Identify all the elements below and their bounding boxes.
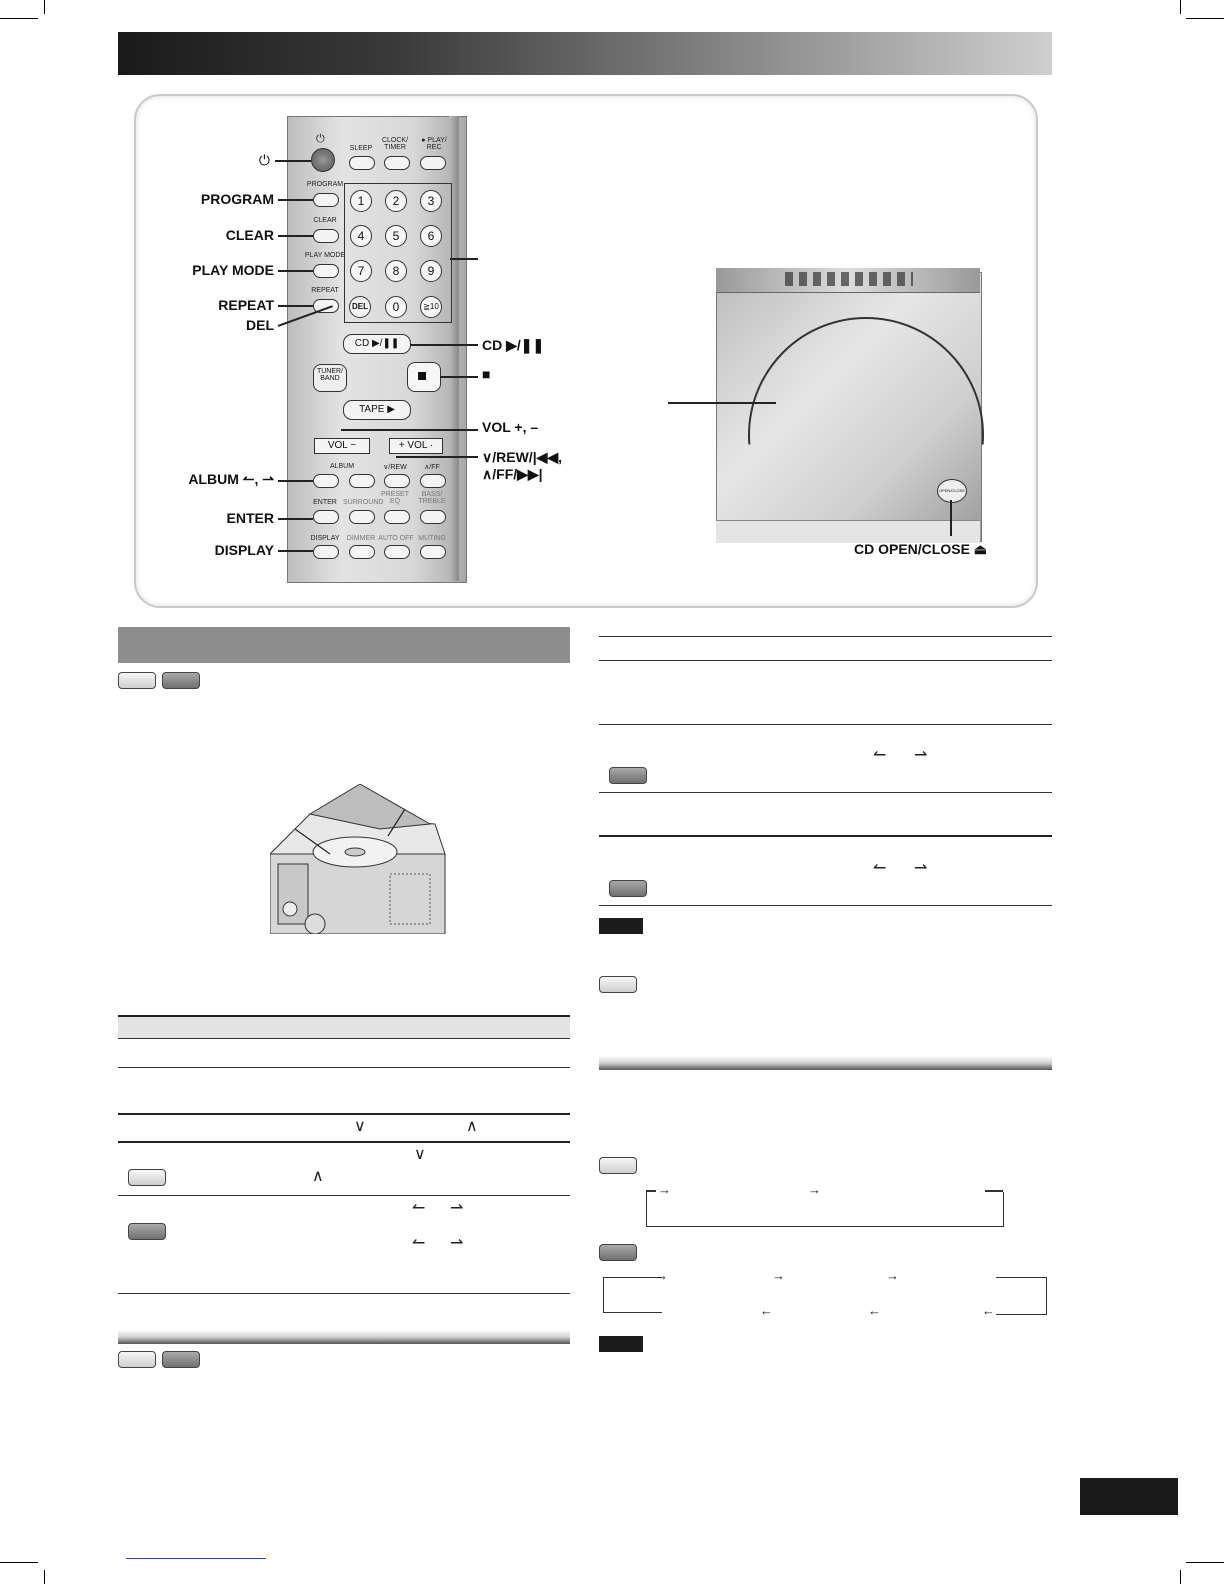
table-rule: [599, 724, 1052, 725]
play-mode-button-label: PLAY MODE: [304, 252, 346, 259]
power-icon: ⏻: [316, 133, 325, 145]
flow-arrow-right: →: [772, 1268, 785, 1283]
table-rule: [118, 1038, 570, 1039]
callout-line: [278, 235, 313, 237]
format-badge-light: [128, 1169, 166, 1186]
stop-icon: [418, 372, 426, 380]
callout-play-mode: PLAY MODE: [192, 262, 274, 278]
muting-button[interactable]: [420, 545, 446, 559]
crop-mark: [1186, 18, 1224, 19]
rew-button[interactable]: [384, 474, 410, 488]
crop-mark: [0, 18, 38, 19]
cd-play-button[interactable]: CD ▶/❚❚: [343, 334, 411, 354]
callout-line: [278, 550, 313, 552]
format-badge-dark: [599, 1244, 637, 1261]
tuner-band-button[interactable]: TUNER/ BAND: [313, 364, 347, 392]
dimmer-label: DIMMER: [346, 535, 376, 542]
format-badge-light: [118, 672, 156, 689]
callout-clear: CLEAR: [225, 227, 274, 243]
open-close-button[interactable]: OPEN/CLOSE: [937, 479, 967, 503]
number-key[interactable]: 5: [385, 225, 407, 247]
preset-eq-label: PRESET EQ: [380, 491, 409, 505]
callout-del: DEL: [246, 317, 274, 333]
number-key[interactable]: 3: [420, 190, 442, 212]
callout-rew-ff-1: ∨/REW/|◀◀,: [482, 449, 563, 465]
display-button[interactable]: [313, 545, 339, 559]
unit-vents: [785, 272, 913, 286]
table-rule: [599, 905, 1052, 906]
enter-button-label: ENTER: [313, 499, 337, 506]
number-key[interactable]: ≧10: [420, 296, 442, 318]
flow-loop-box: [646, 1192, 1004, 1227]
flow-loop-box-right: [996, 1277, 1047, 1315]
format-badge-light: [599, 976, 637, 993]
vol-minus-button[interactable]: VOL −: [314, 438, 370, 454]
power-button[interactable]: [311, 148, 335, 172]
surround-button[interactable]: [349, 510, 375, 524]
sleep-label: SLEEP: [349, 145, 373, 152]
album-right-glyph: ⇀: [914, 747, 928, 764]
callout-open-close: CD OPEN/CLOSE ⏏: [854, 541, 988, 557]
section-heading-bar: [118, 627, 570, 663]
callout-line: [278, 305, 313, 307]
section-rule: [118, 1330, 570, 1344]
clock-timer-label: CLOCK/ TIMER: [381, 137, 409, 151]
callout-line: [396, 456, 478, 458]
album-label: ALBUM: [329, 463, 355, 470]
format-badge-dark: [162, 672, 200, 689]
format-badge-dark: [609, 880, 647, 897]
flow-line: [646, 1190, 656, 1192]
main-unit-bottom: [716, 520, 980, 543]
dimmer-button[interactable]: [349, 545, 375, 559]
album-left-glyph: ↼: [873, 860, 887, 877]
sleep-button[interactable]: [349, 156, 375, 170]
section-rule: [599, 1056, 1052, 1070]
callout-rew-ff-2: ∧/FF/▶▶|: [482, 466, 543, 482]
callout-stop: ■: [482, 366, 491, 382]
callout-line: [440, 376, 478, 378]
callout-line: [341, 429, 478, 431]
number-key[interactable]: 2: [385, 190, 407, 212]
enter-button[interactable]: [313, 510, 339, 524]
table-rule: [118, 1113, 570, 1115]
format-badge-light: [118, 1351, 156, 1368]
table-rule: [118, 1293, 570, 1294]
album-left-glyph: ↼: [412, 1235, 426, 1252]
callout-cd-play: CD ▶/❚❚: [482, 337, 545, 353]
table-rule: [118, 1015, 570, 1017]
program-button[interactable]: [313, 193, 339, 207]
up-arrow-glyph: ∧: [312, 1168, 324, 1185]
down-arrow-glyph: ∨: [354, 1118, 366, 1135]
table-rule: [599, 792, 1052, 793]
display-button-label: DISPLAY: [310, 535, 340, 542]
number-key[interactable]: 7: [350, 260, 372, 282]
number-key[interactable]: 9: [420, 260, 442, 282]
ff-label: ∧/FF: [424, 464, 440, 471]
clear-button-label: CLEAR: [313, 217, 337, 224]
crop-mark: [1180, 1570, 1181, 1584]
flow-arrow-left: ←: [868, 1303, 881, 1318]
page-number-box: [1080, 1478, 1178, 1515]
table-rule: [599, 660, 1052, 661]
auto-off-button[interactable]: [384, 545, 410, 559]
tape-play-button[interactable]: TAPE ▶: [343, 400, 411, 420]
note-tag: [599, 1336, 643, 1352]
callout-power: ⏻: [258, 152, 270, 168]
callout-line-numpad: [450, 258, 478, 260]
callout-line: [278, 480, 313, 482]
album-left-glyph: ↼: [412, 1200, 426, 1217]
flow-arrow-right: →: [886, 1268, 899, 1283]
auto-off-label: AUTO OFF: [378, 535, 414, 542]
preset-eq-button[interactable]: [384, 510, 410, 524]
crop-mark: [0, 1562, 38, 1563]
album-left-glyph: ↼: [873, 747, 887, 764]
number-key[interactable]: 4: [350, 225, 372, 247]
muting-label: MUTING: [418, 535, 446, 542]
callout-line-lid: [668, 402, 776, 404]
number-key[interactable]: 1: [350, 190, 372, 212]
format-badge-light: [599, 1157, 637, 1174]
bass-treble-button[interactable]: [420, 510, 446, 524]
program-button-label: PROGRAM: [306, 181, 344, 188]
table-rule: [118, 1195, 570, 1196]
album-up-button[interactable]: [349, 474, 375, 488]
format-badge-dark: [128, 1223, 166, 1240]
vol-plus-button[interactable]: + VOL ·: [389, 438, 443, 454]
rew-label: ∨/REW: [383, 464, 407, 471]
play-rec-label: ● PLAY/ REC: [421, 137, 447, 151]
del-button[interactable]: DEL: [349, 296, 371, 318]
callout-vol: VOL +, –: [482, 419, 539, 435]
table-header-bar: [118, 1016, 570, 1038]
crop-mark: [44, 1570, 45, 1584]
flow-arrow-right: →: [655, 1268, 668, 1283]
album-right-glyph: ⇀: [450, 1200, 464, 1217]
callout-line: [410, 344, 478, 346]
crop-mark: [1180, 0, 1181, 14]
album-right-glyph: ⇀: [450, 1235, 464, 1252]
clear-button[interactable]: [313, 229, 339, 243]
crop-mark: [1186, 1562, 1224, 1563]
callout-display: DISPLAY: [214, 542, 274, 558]
album-down-button[interactable]: [313, 474, 339, 488]
ff-button[interactable]: [420, 474, 446, 488]
page-header-bar: [118, 32, 1052, 75]
flow-line: [985, 1190, 1003, 1192]
callout-line: [278, 199, 313, 201]
number-key[interactable]: 6: [420, 225, 442, 247]
table-rule: [599, 636, 1052, 637]
clock-timer-button[interactable]: [384, 156, 410, 170]
flow-loop-box-left: [603, 1277, 662, 1313]
play-rec-button[interactable]: [420, 156, 446, 170]
crop-mark: [44, 0, 45, 14]
flow-arrow-left: ←: [982, 1303, 995, 1318]
flow-arrow-left: ←: [760, 1303, 773, 1318]
down-arrow-glyph: ∨: [414, 1146, 426, 1163]
callout-line: [275, 160, 311, 162]
callout-repeat: REPEAT: [218, 297, 274, 313]
callout-enter: ENTER: [226, 510, 274, 526]
format-badge-dark: [609, 767, 647, 784]
bass-treble-label: BASS/ TREBLE: [418, 491, 446, 505]
callout-line: [278, 518, 313, 520]
callout-album: ALBUM ↼, ⇀: [188, 471, 274, 487]
repeat-button-label: REPEAT: [311, 287, 339, 294]
number-key[interactable]: 0: [385, 296, 407, 318]
table-rule: [118, 1141, 570, 1143]
up-arrow-glyph: ∧: [466, 1118, 478, 1135]
format-badge-dark: [162, 1351, 200, 1368]
note-tag: [599, 918, 643, 934]
flow-arrow-right: →: [658, 1182, 671, 1197]
flow-arrow-right: →: [808, 1182, 821, 1197]
table-rule: [118, 1067, 570, 1068]
cd-tray-illustration: [270, 784, 450, 934]
number-key[interactable]: 8: [385, 260, 407, 282]
album-right-glyph: ⇀: [914, 860, 928, 877]
callout-line: [950, 500, 952, 536]
callout-line: [278, 270, 313, 272]
play-mode-button[interactable]: [313, 264, 339, 278]
surround-label: SURROUND: [343, 499, 384, 506]
table-rule: [599, 835, 1052, 837]
callout-program: PROGRAM: [200, 191, 274, 207]
footer-link-line: [126, 1558, 266, 1559]
